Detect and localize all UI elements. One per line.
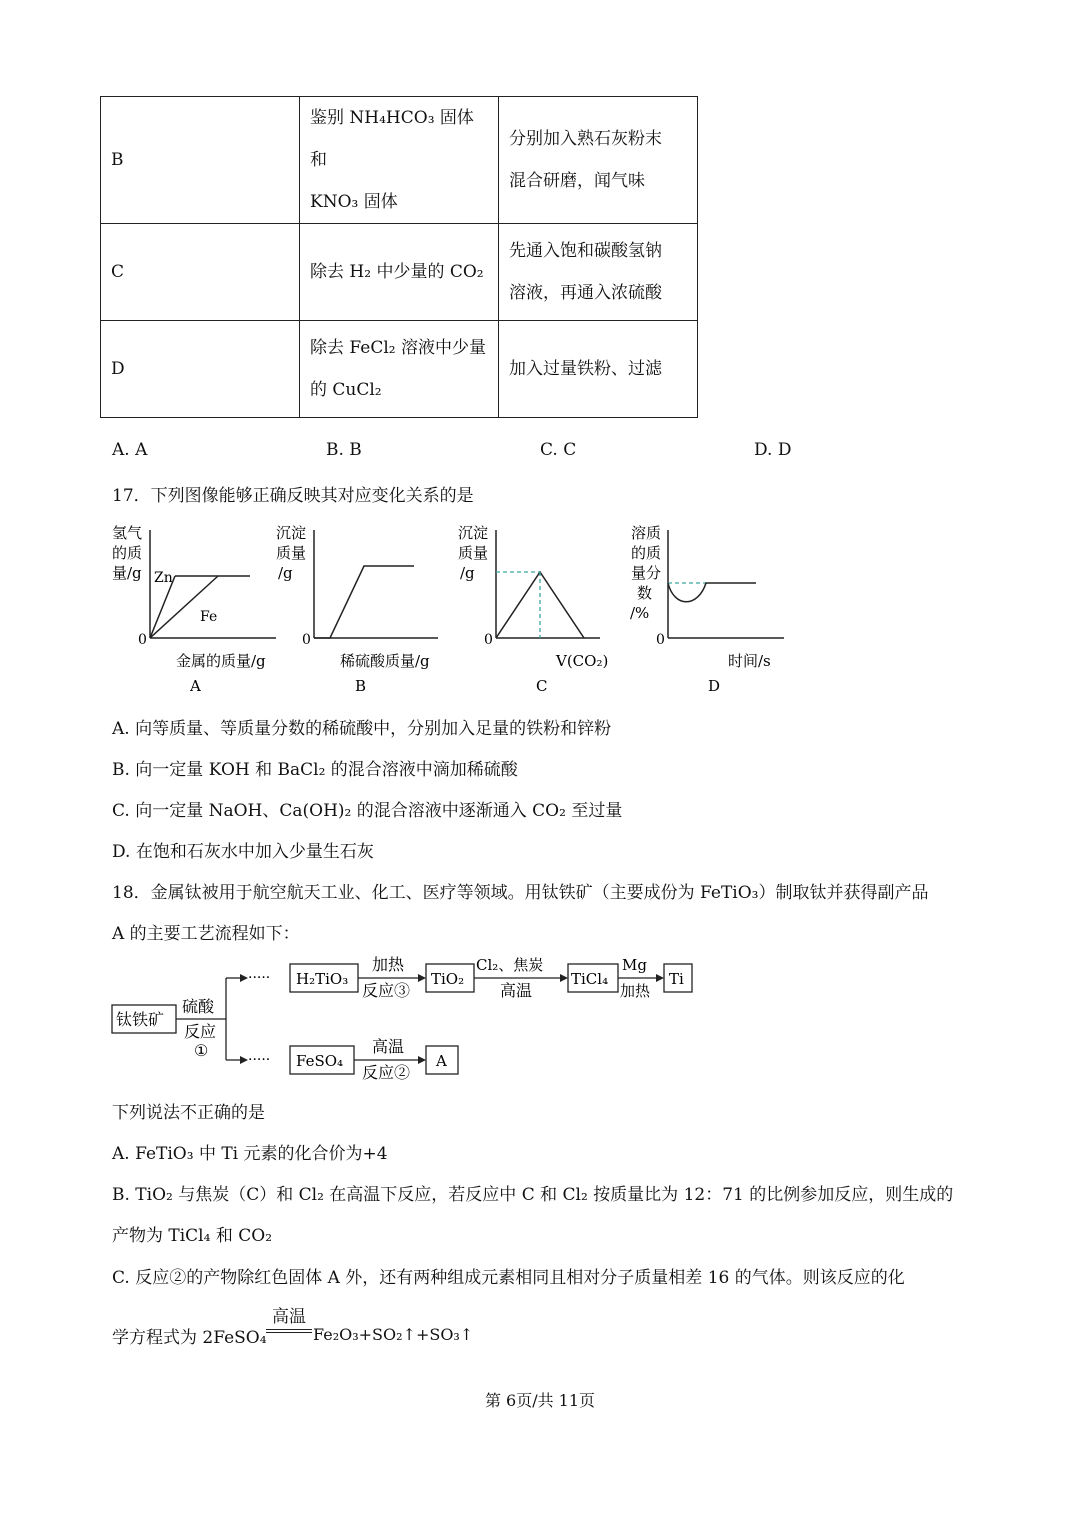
q16-choice-a[interactable]: A. A xyxy=(112,440,148,460)
graph-a xyxy=(112,524,276,695)
q17-option-a[interactable]: A. 向等质量、等质量分数的稀硫酸中，分别加入足量的铁粉和锌粉 xyxy=(112,719,612,739)
table-row xyxy=(101,224,698,321)
graph-c-id: C xyxy=(536,677,548,695)
graph-c-ylabel-1: 沉淀 xyxy=(458,524,489,542)
graph-d xyxy=(630,524,784,695)
reaction5-top: Mg xyxy=(622,956,647,974)
ticl4-label: TiCl₄ xyxy=(571,970,609,988)
row-method: 先通入饱和碳酸氢钠 溶液，再通入浓硫酸 xyxy=(499,224,698,321)
row-method: 加入过量铁粉、过滤 xyxy=(499,321,698,418)
graph-b-ylabel-3: /g xyxy=(278,564,293,582)
titanium-ore-label: 钛铁矿 xyxy=(116,1010,165,1029)
graph-d-origin: 0 xyxy=(656,632,665,648)
graph-b-origin: 0 xyxy=(302,632,311,648)
fe-label: Fe xyxy=(200,609,218,625)
graph-d-xlabel: 时间/s xyxy=(728,652,771,670)
product-a-label: A xyxy=(436,1052,447,1070)
reaction4-top: Cl₂、焦炭 xyxy=(476,956,544,974)
table-row xyxy=(101,321,698,418)
graph-d-id: D xyxy=(708,677,721,695)
graph-a-ylabel-1: 氢气 xyxy=(112,524,143,542)
graph-b xyxy=(276,524,438,695)
step1-bottom: 反应 xyxy=(184,1022,217,1041)
graph-d-ylabel-4: 数 xyxy=(637,584,653,602)
q17-option-b[interactable]: B. 向一定量 KOH 和 BaCl₂ 的混合溶液中滴加稀硫酸 xyxy=(112,760,518,780)
graph-c-origin: 0 xyxy=(484,632,493,648)
row-purpose: 除去 FeCl₂ 溶液中少量 的 CuCl₂ xyxy=(300,321,499,418)
q17-stem: 17．下列图像能够正确反映其对应变化关系的是 xyxy=(112,486,474,506)
q18-option-b-line2[interactable]: 产物为 TiCl₄ 和 CO₂ xyxy=(112,1226,273,1246)
graph-d-ylabel-1: 溶质 xyxy=(631,524,662,542)
equation-suffix: Fe₂O₃+SO₂↑+SO₃↑ xyxy=(313,1325,474,1344)
reaction5-bottom: 加热 xyxy=(620,982,651,1000)
graph-a-origin: 0 xyxy=(138,632,147,648)
q17-option-d[interactable]: D. 在饱和石灰水中加入少量生石灰 xyxy=(112,842,374,862)
row-label: C xyxy=(101,224,300,321)
graph-b-ylabel-1: 沉淀 xyxy=(276,524,307,542)
feso4-label: FeSO₄ xyxy=(296,1052,344,1070)
q16-choice-d[interactable]: D. D xyxy=(754,440,792,460)
reaction2-top: 高温 xyxy=(372,1037,405,1056)
page-footer: 第 6页/共 11页 xyxy=(484,1391,596,1410)
row-purpose: 除去 H₂ 中少量的 CO₂ xyxy=(300,224,499,321)
row-purpose: 鉴别 NH₄HCO₃ 固体和 KNO₃ 固体 xyxy=(300,97,499,224)
precipitate-line xyxy=(314,566,414,638)
question16-table xyxy=(100,96,698,418)
reaction4-bottom: 高温 xyxy=(500,981,533,1000)
table-row xyxy=(101,97,698,224)
q18-option-c-line2[interactable] xyxy=(112,1323,267,1348)
q16-choice-c[interactable]: C. C xyxy=(540,440,577,460)
solubility-curve xyxy=(668,583,756,602)
row-method: 分别加入熟石灰粉末 混合研磨，闻气味 xyxy=(499,97,698,224)
reaction2-bottom: 反应② xyxy=(362,1063,411,1082)
graph-b-ylabel-2: 质量 xyxy=(276,544,307,562)
graph-a-id: A xyxy=(190,677,201,695)
h2tio3-label: H₂TiO₃ xyxy=(296,970,349,988)
step1-top: 硫酸 xyxy=(182,997,215,1016)
graph-a-ylabel-2: 的质 xyxy=(112,544,143,562)
graph-b-id: B xyxy=(355,677,367,695)
q16-choice-b[interactable]: B. B xyxy=(326,440,362,460)
ti-label: Ti xyxy=(669,970,684,988)
graph-a-xlabel: 金属的质量/g xyxy=(176,652,266,670)
q18-option-c-line1[interactable]: C. 反应②的产物除红色固体 A 外，还有两种组成元素相同且相对分子质量相差 16 的气体。则该反应的化 xyxy=(112,1268,905,1288)
q18-option-a[interactable]: A. FeTiO₃ 中 Ti 元素的化合价为+4 xyxy=(112,1144,388,1164)
q17-graphs xyxy=(100,520,800,700)
graph-d-ylabel-5: /% xyxy=(630,604,650,622)
equation-condition: 高温 xyxy=(272,1307,306,1327)
graph-b-xlabel: 稀硫酸质量/g xyxy=(340,652,430,670)
dots-top: ····· xyxy=(248,970,271,986)
graph-d-ylabel-2: 的质 xyxy=(631,544,662,562)
graph-c-ylabel-2: 质量 xyxy=(458,544,489,562)
equation-equals-sign xyxy=(266,1329,312,1333)
equation-prefix: 学方程式为 2FeSO₄ xyxy=(112,1328,267,1348)
graph-c xyxy=(458,524,608,695)
q17-option-c[interactable]: C. 向一定量 NaOH、Ca(OH)₂ 的混合溶液中逐渐通入 CO₂ 至过量 xyxy=(112,801,623,821)
q18-prompt: 下列说法不正确的是 xyxy=(112,1103,265,1123)
q18-stem-line1: 18．金属钛被用于航空航天工业、化工、医疗等领域。用钛铁矿（主要成份为 FeTiO₃）制取钛并获得副产品 xyxy=(112,883,929,903)
q18-stem-line2: A 的主要工艺流程如下： xyxy=(112,924,300,944)
q18-option-b-line1[interactable]: B. TiO₂ 与焦炭（C）和 Cl₂ 在高温下反应，若反应中 C 和 Cl₂ 按质量比为 12：71 的比例参加反应，则生成的 xyxy=(112,1185,954,1205)
row-label: B xyxy=(101,97,300,224)
zn-label: Zn xyxy=(154,570,173,586)
dots-bottom: ····· xyxy=(248,1052,271,1068)
graph-c-xlabel: V(CO₂) xyxy=(556,652,609,670)
row-label: D xyxy=(101,321,300,418)
graph-a-ylabel-3: 量/g xyxy=(112,564,142,582)
graph-d-ylabel-3: 量分 xyxy=(631,564,662,582)
q18-flow-diagram xyxy=(100,950,720,1085)
graph-c-ylabel-3: /g xyxy=(460,564,475,582)
reaction3-top: 加热 xyxy=(372,955,405,974)
tio2-label: TiO₂ xyxy=(431,970,465,988)
step1-num: ① xyxy=(194,1041,209,1060)
reaction3-bottom: 反应③ xyxy=(362,981,411,1000)
